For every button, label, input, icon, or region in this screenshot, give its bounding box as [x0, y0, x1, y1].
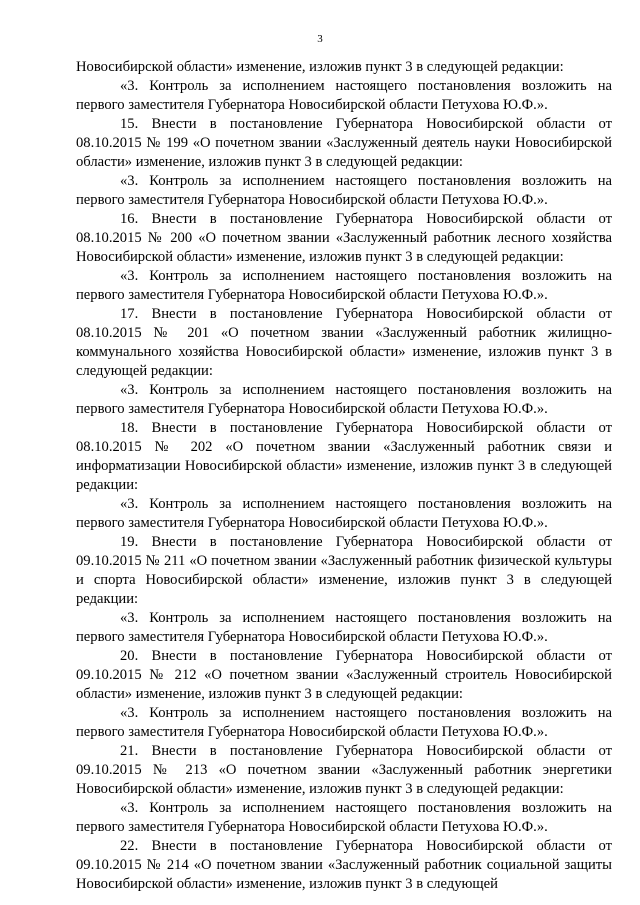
paragraph-item-19: 19. Внести в постановление Губернатора Новосибирской области от 09.10.2015 № 211 «О почетном звании «Заслуженный работник физической культуры и спорта Новосибирской области» изменение, изложив пункт 3 в следующей редакции: — [76, 534, 612, 607]
paragraph-control-clause: «3. Контроль за исполнением настоящего постановления возложить на первого заместителя Губернатора Новосибирской области Петухова Ю.Ф.». — [76, 78, 612, 113]
paragraph-item-21: 21. Внести в постановление Губернатора Новосибирской области от 09.10.2015 № 213 «О почетном звании «Заслуженный работник энергетики Новосибирской области» изменение, изложив пункт 3 в следующей редакции: — [76, 743, 612, 797]
paragraph-item-22: 22. Внести в постановление Губернатора Новосибирской области от 09.10.2015 № 214 «О почетном звании «Заслуженный работник социальной защиты Новосибирской области» изменение, изложив пункт 3 в следующей — [76, 838, 612, 892]
paragraph-control-clause: «3. Контроль за исполнением настоящего постановления возложить на первого заместителя Губернатора Новосибирской области Петухова Ю.Ф.». — [76, 268, 612, 303]
paragraph-control-clause: «3. Контроль за исполнением настоящего постановления возложить на первого заместителя Губернатора Новосибирской области Петухова Ю.Ф.». — [76, 800, 612, 835]
paragraph-control-clause: «3. Контроль за исполнением настоящего постановления возложить на первого заместителя Губернатора Новосибирской области Петухова Ю.Ф.». — [76, 173, 612, 208]
paragraph-item-15: 15. Внести в постановление Губернатора Новосибирской области от 08.10.2015 № 199 «О почетном звании «Заслуженный деятель науки Новосибирской области» изменение, изложив пункт 3 в следующей редакции: — [76, 116, 612, 170]
paragraph-control-clause: «3. Контроль за исполнением настоящего постановления возложить на первого заместителя Губернатора Новосибирской области Петухова Ю.Ф.». — [76, 496, 612, 531]
page-number: 3 — [317, 33, 323, 45]
paragraph-item-20: 20. Внести в постановление Губернатора Новосибирской области от 09.10.2015 № 212 «О почетном звании «Заслуженный строитель Новосибирской области» изменение, изложив пункт 3 в следующей редакции: — [76, 648, 612, 702]
paragraph-control-clause: «3. Контроль за исполнением настоящего постановления возложить на первого заместителя Губернатора Новосибирской области Петухова Ю.Ф.». — [76, 610, 612, 645]
document-body — [76, 58, 612, 894]
paragraph-control-clause: «3. Контроль за исполнением настоящего постановления возложить на первого заместителя Губернатора Новосибирской области Петухова Ю.Ф.». — [76, 705, 612, 740]
paragraph-item-16: 16. Внести в постановление Губернатора Новосибирской области от 08.10.2015 № 200 «О почетном звании «Заслуженный работник лесного хозяйства Новосибирской области» изменение, изложив пункт 3 в следующей редакции: — [76, 211, 612, 265]
paragraph-item-17: 17. Внести в постановление Губернатора Новосибирской области от 08.10.2015 № 201 «О почетном звании «Заслуженный работник жилищно-коммунального хозяйства Новосибирской области» изменение, изложив пункт 3 в следующей редакции: — [76, 306, 612, 379]
paragraph-item-18: 18. Внести в постановление Губернатора Новосибирской области от 08.10.2015 № 202 «О почетном звании «Заслуженный работник связи и информатизации Новосибирской области» изменение, изложив пункт 3 в следующей редакции: — [76, 420, 612, 493]
paragraph-control-clause: «3. Контроль за исполнением настоящего постановления возложить на первого заместителя Губернатора Новосибирской области Петухова Ю.Ф.». — [76, 382, 612, 417]
paragraph-continuation: Новосибирской области» изменение, изложив пункт 3 в следующей редакции: — [76, 59, 564, 75]
